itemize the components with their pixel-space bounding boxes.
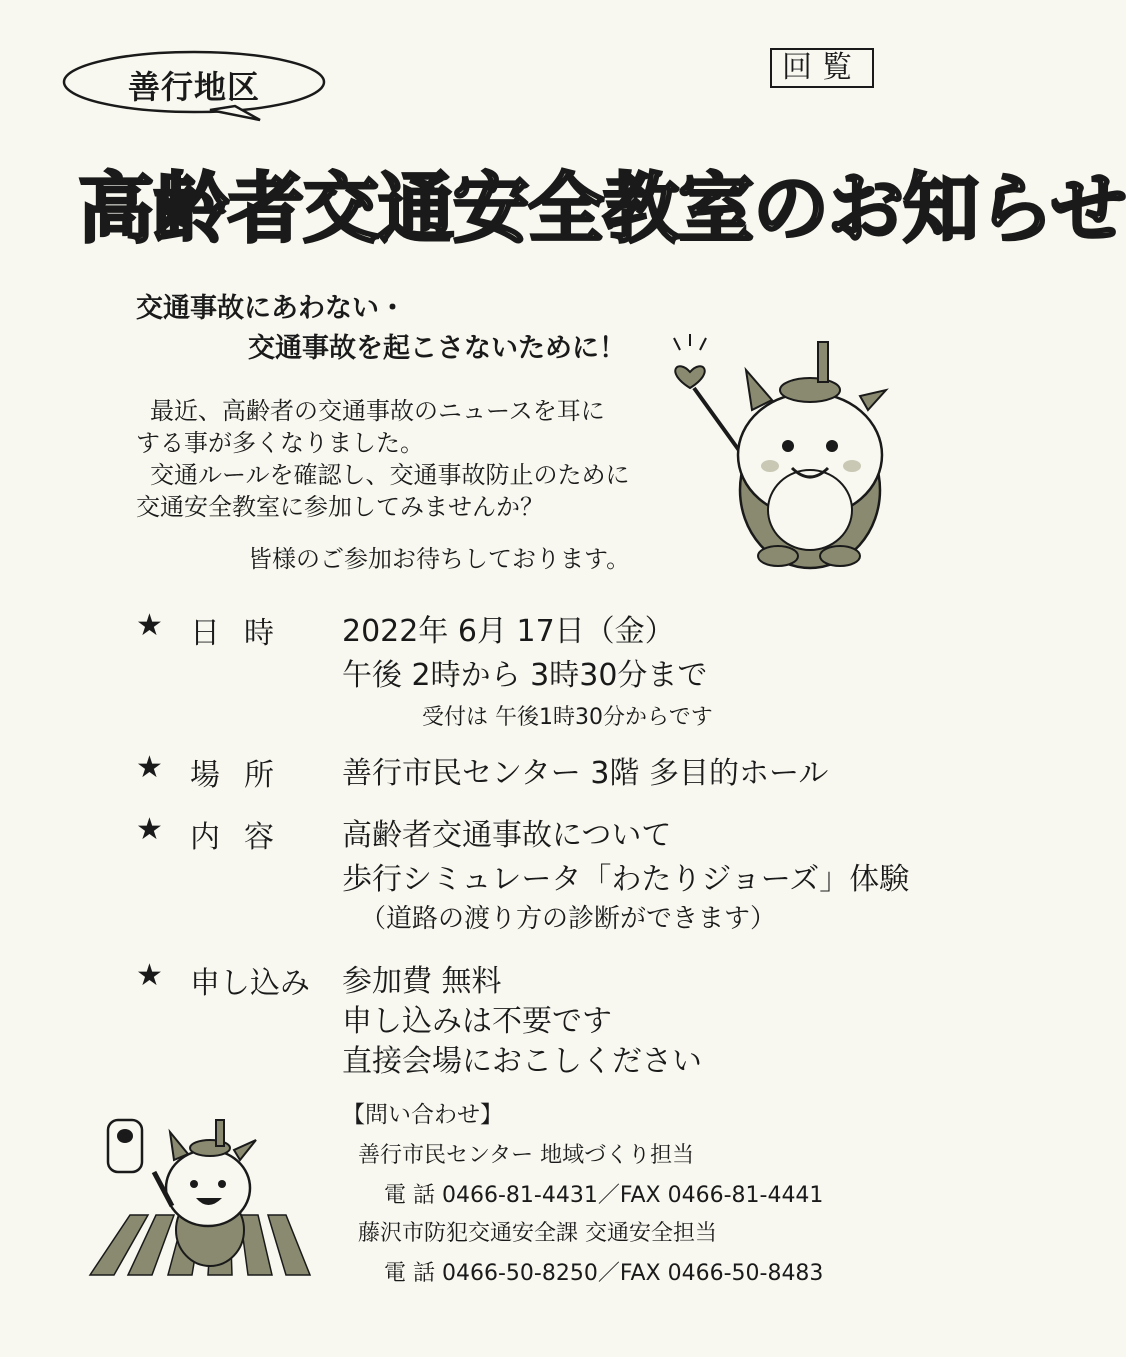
apply-line-3: 直接会場におこしください	[342, 1044, 702, 1079]
circulation-mark: 回覧	[770, 48, 874, 88]
content-line-1: 高齢者交通事故について	[342, 818, 672, 853]
mascot-illustration	[660, 330, 910, 570]
star-icon: ★	[136, 958, 163, 993]
apply-line-1: 参加費 無料	[342, 964, 502, 999]
star-icon: ★	[136, 608, 163, 643]
page-title: 高齢者交通安全教室のお知らせ	[78, 164, 1126, 253]
subheading-line-1: 交通事故にあわない・	[136, 293, 406, 324]
subheading-line-2: 交通事故を起こさないために！	[248, 333, 626, 364]
contact-org-2: 藤沢市防犯交通安全課 交通安全担当	[358, 1221, 717, 1246]
datetime-date: 2022年 6月 17日（金）	[342, 614, 675, 649]
crosswalk-mascot-illustration	[90, 1110, 310, 1290]
star-icon: ★	[136, 750, 163, 785]
datetime-reception: 受付は 午後1時30分からです	[422, 705, 713, 730]
intro-line-3: 交通ルールを確認し、交通事故防止のために	[150, 461, 630, 489]
star-icon: ★	[136, 812, 163, 847]
contact-org-1-phone: 電 話 0466-81-4431／FAX 0466-81-4441	[384, 1183, 824, 1208]
contact-heading: 【問い合わせ】	[342, 1102, 503, 1128]
contact-org-1: 善行市民センター 地域づくり担当	[358, 1143, 695, 1168]
content-line-3: （道路の渡り方の診断ができます）	[360, 904, 777, 934]
intro-line-2: する事が多くなりました。	[136, 429, 424, 457]
intro-line-4: 交通安全教室に参加してみませんか？	[136, 493, 544, 521]
content-label: 内容	[190, 820, 298, 855]
datetime-label: 日時	[190, 616, 298, 651]
place-value: 善行市民センター 3階 多目的ホール	[342, 756, 829, 791]
content-line-2: 歩行シミュレータ「わたりジョーズ」体験	[342, 862, 910, 897]
datetime-time: 午後 2時から 3時30分まで	[342, 658, 708, 693]
contact-org-2-phone: 電 話 0466-50-8250／FAX 0466-50-8483	[384, 1261, 824, 1286]
intro-line-1: 最近、高齢者の交通事故のニュースを耳に	[150, 397, 605, 425]
place-label: 場所	[190, 758, 298, 793]
district-label: 善行地区	[127, 68, 260, 106]
intro-closing: 皆様のご参加お待ちしております。	[248, 545, 631, 573]
apply-label: 申し込み	[190, 966, 310, 1001]
apply-line-2: 申し込みは不要です	[342, 1004, 612, 1039]
